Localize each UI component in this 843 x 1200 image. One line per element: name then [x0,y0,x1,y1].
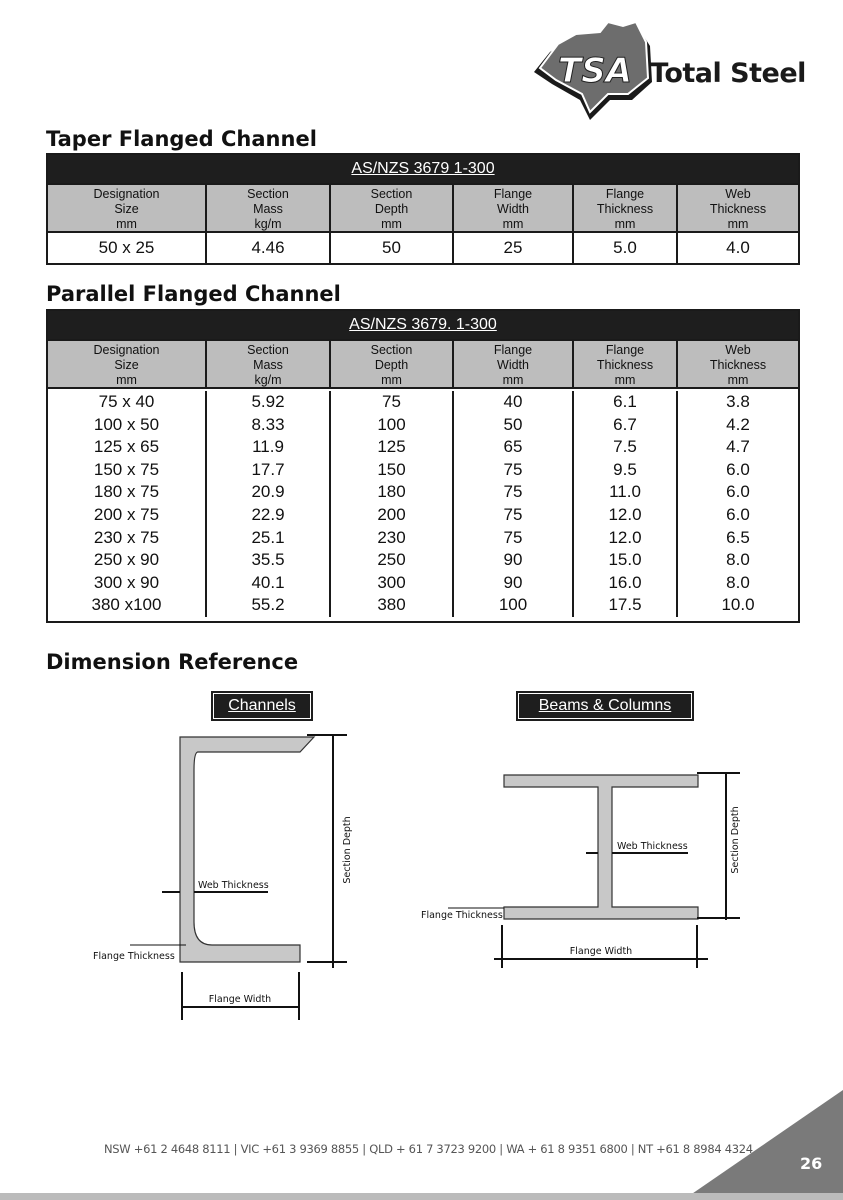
table-cell: 11.0 [609,482,641,502]
table-cell: 75 [503,504,523,524]
table-cell: 75 [503,482,523,502]
table-cell: 180 [377,482,406,502]
dimension-title: Dimension Reference [46,650,299,674]
table-cell: 250 [377,550,406,570]
beam-section-depth-label: Section Depth [730,806,741,874]
table-cell: 11.9 [252,437,284,457]
table-cell: 17.5 [608,595,642,615]
table-cell: 6.5 [726,527,750,547]
logo-mark-text: TSA [558,51,632,91]
footer-contacts: NSW +61 2 4648 8111 | VIC +61 3 9369 8855 | QLD + 61 7 3723 9200 | WA + 61 8 9351 6800 | NT +61 8 8984 4324 [104,1142,753,1156]
table-cell: 6.0 [726,504,750,524]
table-cell: 8.33 [251,414,285,434]
table-cell: 75 [503,459,523,479]
table-cell: 4.7 [726,437,750,457]
table-cell: 230 [377,527,406,547]
table-cell: 5.92 [251,392,285,411]
channel-web-thickness-label: Web Thickness [198,880,269,891]
channel-flange-thickness-label: Flange Thickness [93,951,175,962]
table-cell: 65 [503,437,523,457]
table-cell: 40.1 [251,572,285,592]
table-cell: 20.9 [251,482,285,502]
header-designation: Designation Size mm [48,185,207,231]
header-mass: Section Mass kg/m [207,185,331,231]
table-cell: 230 x 75 [93,527,160,547]
bottom-strip [0,1193,843,1200]
table-cell: 10.0 [721,595,755,615]
header-depth: Section Depth mm [331,185,454,231]
parallel-title: Parallel Flanged Channel [46,282,341,306]
table-cell: 12.0 [608,504,642,524]
page-number: 26 [800,1154,823,1173]
table-cell: 12.0 [608,527,642,547]
table-cell: 90 [503,550,523,570]
table-cell: 100 x 50 [93,414,160,434]
beams-columns-label: Beams & Columns [518,693,692,719]
table-cell: 75 x 40 [98,392,155,411]
table-cell: 50 [382,238,401,257]
channel-diagram [93,735,353,1020]
table-cell: 50 x 25 [98,238,155,257]
table-cell: 380 x100 [91,595,162,615]
table-cell: 25 [503,238,523,257]
table-cell: 22.9 [251,504,285,524]
header-flange-thickness: Flange Thickness mm [574,341,678,387]
table-cell: 4.2 [726,414,750,434]
table-cell: 4.0 [726,238,750,257]
table-cell: 35.5 [251,550,285,570]
table-cell: 8.0 [726,572,750,592]
table-cell: 100 [377,414,406,434]
table-cell: 150 x 75 [93,459,160,479]
beam-diagram [421,773,741,968]
header-mass: Section Mass kg/m [207,341,331,387]
taper-title: Taper Flanged Channel [46,127,317,151]
channels-label: Channels [213,693,311,719]
header-depth: Section Depth mm [331,341,454,387]
table-cell: 4.46 [251,238,285,257]
header-flange-thickness: Flange Thickness mm [574,185,678,231]
table-cell: 3.8 [726,392,750,411]
table-cell: 16.0 [608,572,642,592]
table-cell: 75 [382,392,401,411]
beam-flange-thickness-label: Flange Thickness [421,910,503,921]
table-cell: 7.5 [613,437,637,457]
table-cell: 8.0 [726,550,750,570]
table-cell: 300 [377,572,406,592]
table-cell: 200 [377,504,406,524]
table-cell: 17.7 [251,459,285,479]
header-web-thickness: Web Thickness mm [709,343,767,387]
table-cell: 25.1 [251,527,285,547]
table-cell: 125 [377,437,406,457]
table-cell: 6.0 [726,482,750,502]
table-cell: 50 [503,414,523,434]
table-cell: 250 x 90 [93,550,160,570]
table-cell: 125 x 65 [93,437,160,457]
table-cell: 15.0 [608,550,642,570]
header-flange-width: Flange Width mm [454,185,574,231]
table-cell: 6.7 [613,414,637,434]
table-cell: 5.0 [613,238,637,257]
parallel-standard: AS/NZS 3679. 1-300 [48,311,798,339]
table-cell: 300 x 90 [93,572,160,592]
beam-flange-width-label: Flange Width [569,946,633,957]
table-cell: 9.5 [613,459,637,479]
channel-flange-width-label: Flange Width [208,994,272,1005]
header-designation: Designation Size mm [48,341,207,387]
table-cell: 150 [377,459,406,479]
table-cell: 380 [377,595,406,615]
channel-section-depth-label: Section Depth [342,816,353,884]
beam-web-thickness-label: Web Thickness [617,841,688,852]
table-cell: 75 [503,527,523,547]
header-web-thickness: Web Thickness mm [709,187,767,231]
table-cell: 55.2 [251,595,285,615]
header-flange-width: Flange Width mm [454,341,574,387]
brand-name: Total Steel [650,58,806,89]
table-cell: 40 [503,392,523,411]
table-cell: 6.1 [613,392,637,411]
table-cell: 100 [498,595,528,615]
table-cell: 6.0 [726,459,750,479]
table-cell: 90 [503,572,523,592]
taper-standard: AS/NZS 3679 1-300 [48,155,798,183]
page-corner-shape [683,1090,843,1200]
table-cell: 180 x 75 [93,482,160,502]
table-cell: 200 x 75 [93,504,160,524]
